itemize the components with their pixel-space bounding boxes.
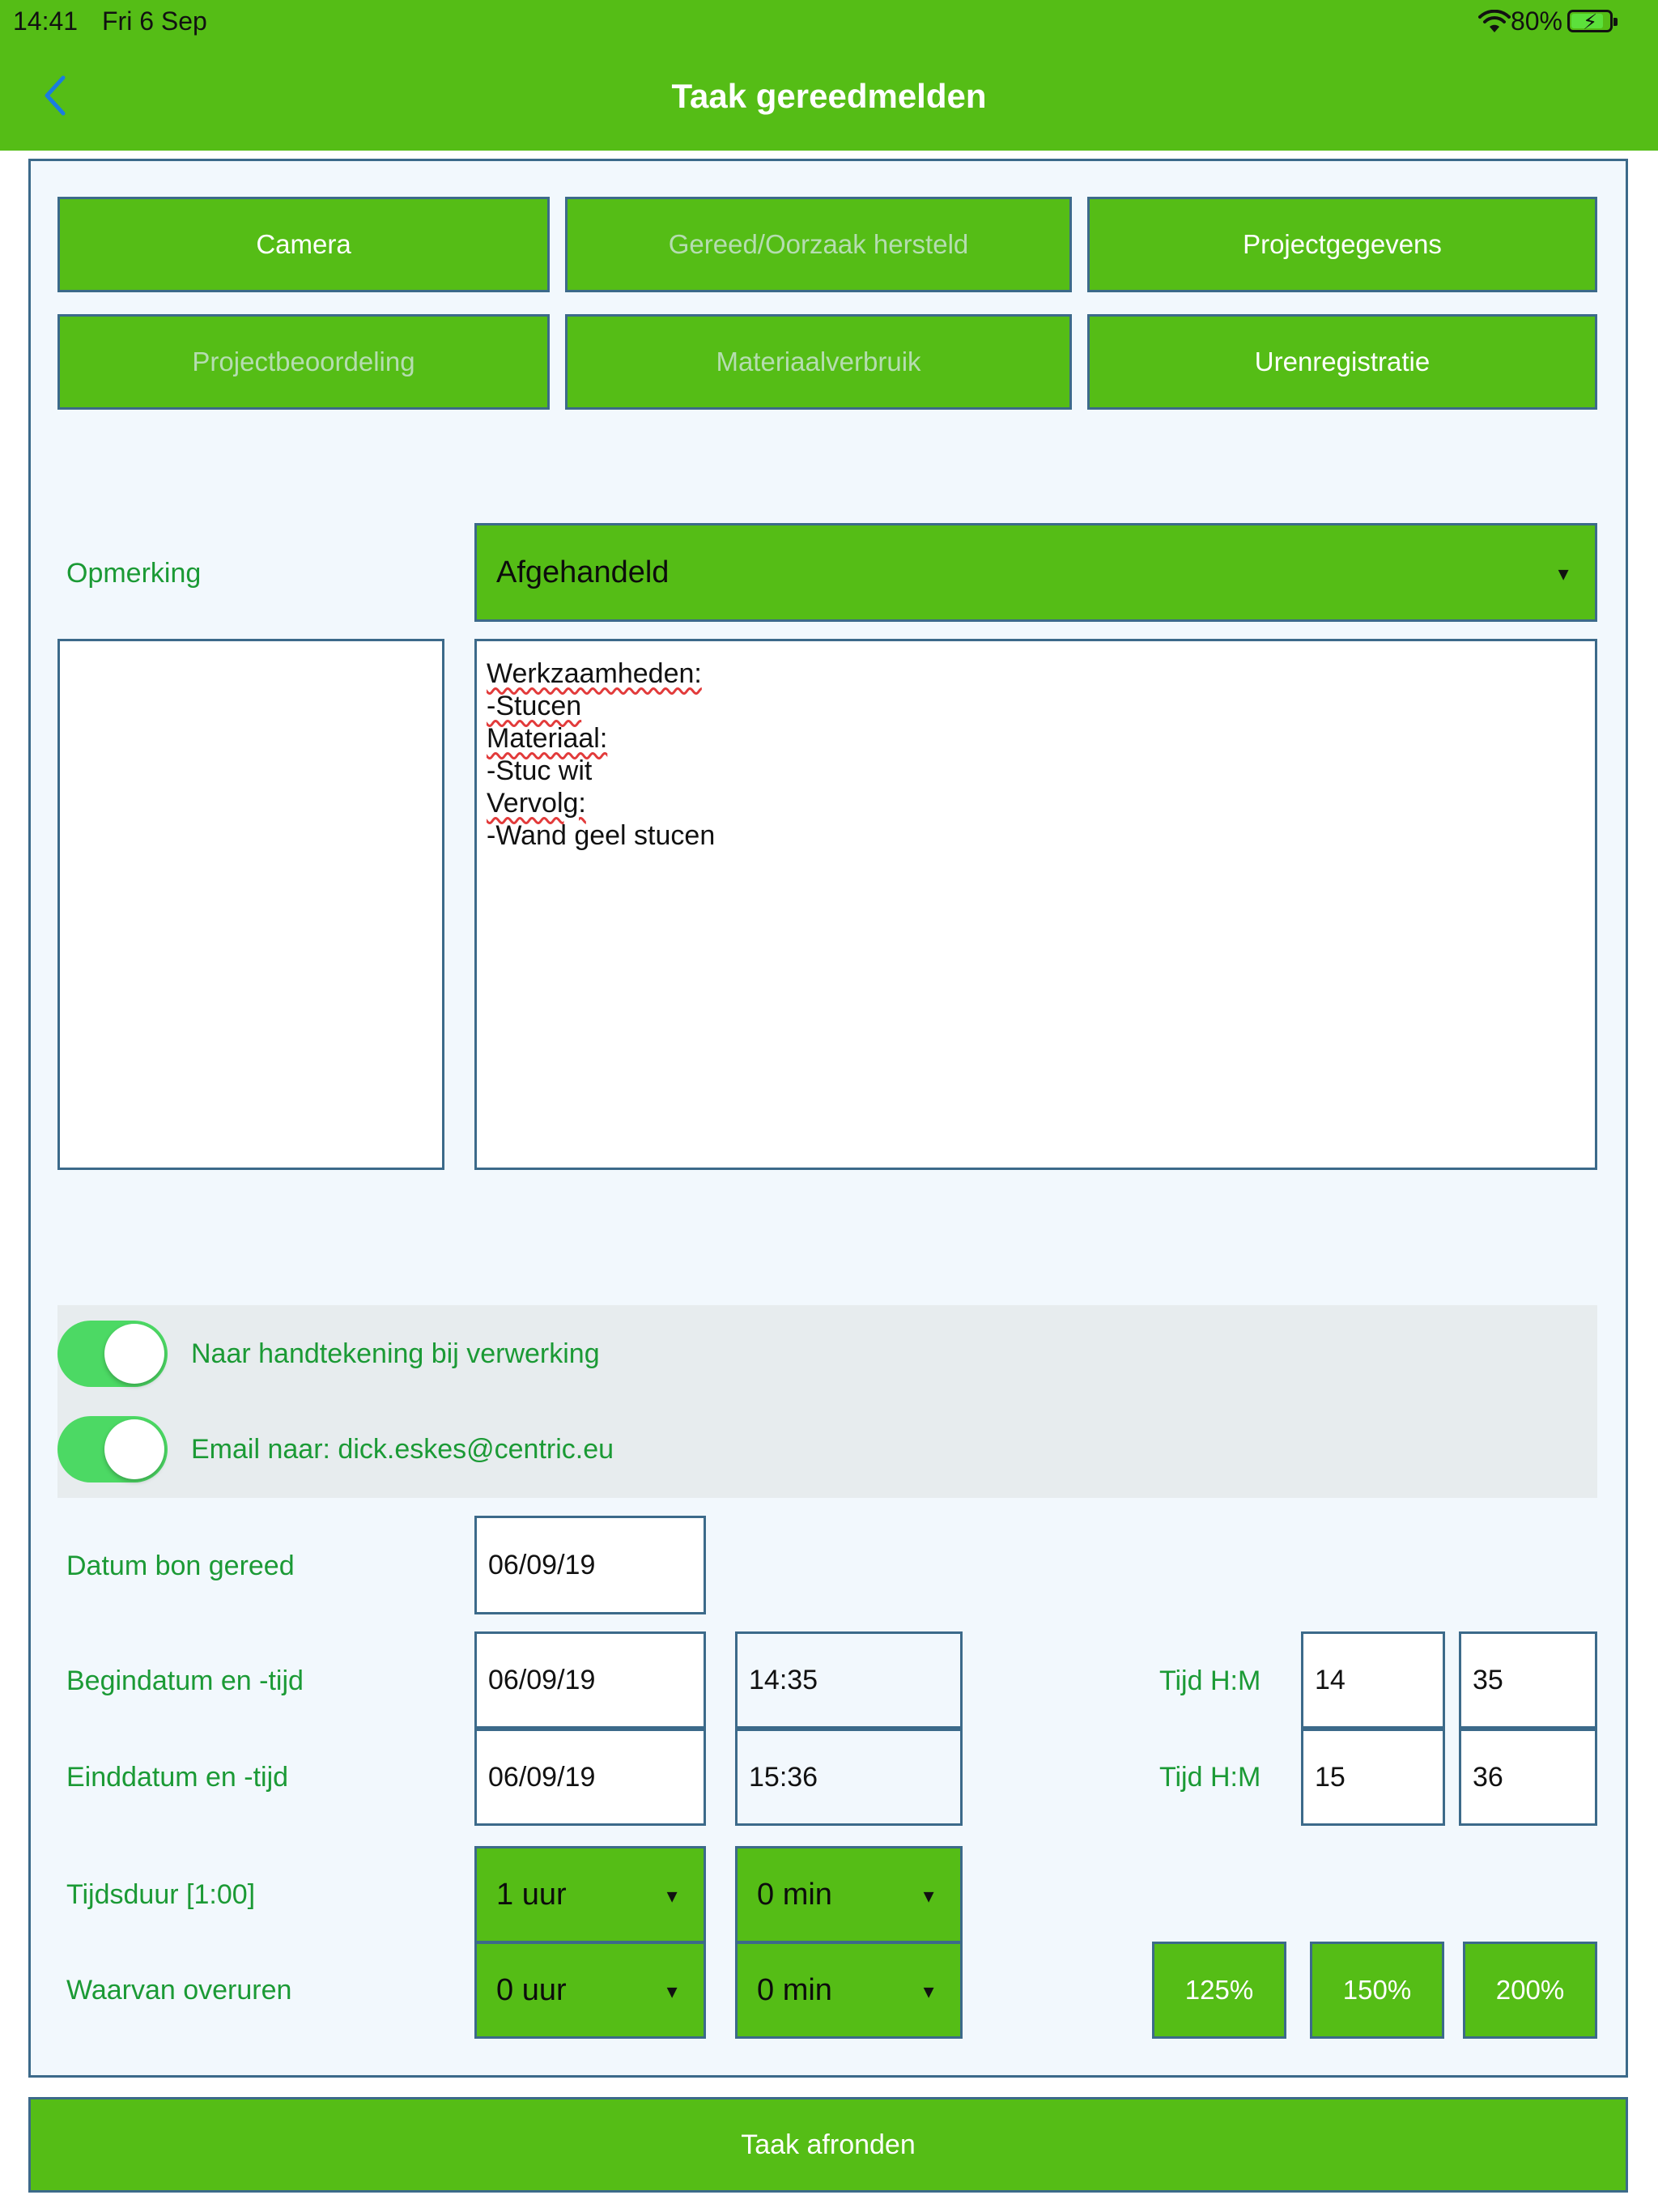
start-datetime-label: Begindatum en -tijd <box>66 1665 304 1696</box>
overtime-hours-value: 0 uur <box>496 1972 567 2007</box>
notes-line: -Stuc wit <box>487 755 593 786</box>
dropdown-arrow-icon: ▼ <box>920 1886 937 1907</box>
battery-percentage: 80% <box>1510 6 1562 36</box>
remark-status-value: Afgehandeld <box>496 555 670 589</box>
signature-toggle-label: Naar handtekening bij verwerking <box>191 1338 600 1369</box>
overtime-125-button[interactable]: 125% <box>1152 1942 1286 2039</box>
status-date: Fri 6 Sep <box>102 6 207 36</box>
remark-label: Opmerking <box>66 558 202 589</box>
wifi-icon <box>1478 10 1511 34</box>
page-title: Taak gereedmelden <box>671 77 987 115</box>
notes-line: -Stucen <box>487 691 582 721</box>
duration-hours-select[interactable] <box>474 1846 706 1943</box>
date-done-input[interactable]: 06/09/19 <box>474 1516 706 1614</box>
overtime-minutes-select[interactable] <box>735 1942 963 2039</box>
start-minute-input[interactable]: 35 <box>1459 1631 1597 1729</box>
date-done-label: Datum bon gereed <box>66 1551 295 1581</box>
end-time-input[interactable]: 15:36 <box>735 1729 963 1826</box>
notes-line: Vervolg: <box>487 788 586 819</box>
tab-urenregistratie[interactable]: Urenregistratie <box>1087 314 1597 410</box>
battery-icon: ⚡ <box>1567 10 1613 32</box>
tab-camera[interactable]: Camera <box>57 197 550 292</box>
duration-minutes-select[interactable] <box>735 1846 963 1943</box>
finish-task-button[interactable]: Taak afronden <box>28 2097 1628 2193</box>
overtime-minutes-value: 0 min <box>757 1972 832 2007</box>
remark-status-select[interactable] <box>474 523 1597 622</box>
duration-minutes-value: 0 min <box>757 1877 832 1912</box>
dropdown-arrow-icon: ▼ <box>663 1981 681 2002</box>
dropdown-arrow-icon: ▼ <box>920 1981 937 2002</box>
duration-hours-value: 1 uur <box>496 1877 567 1912</box>
email-toggle-label: Email naar: dick.eskes@centric.eu <box>191 1434 614 1465</box>
status-time: 14:41 <box>13 6 79 36</box>
overtime-200-button[interactable]: 200% <box>1463 1942 1597 2039</box>
remark-notes-textarea[interactable] <box>474 639 1597 1170</box>
duration-label: Tijdsduur [1:00] <box>66 1879 256 1910</box>
notes-line: Werkzaamheden: <box>487 658 702 689</box>
tab-materiaalverbruik[interactable]: Materiaalverbruik <box>565 314 1072 410</box>
overtime-hours-select[interactable] <box>474 1942 706 2039</box>
email-toggle[interactable] <box>57 1416 168 1482</box>
end-datetime-label: Einddatum en -tijd <box>66 1762 289 1793</box>
signature-toggle[interactable] <box>57 1321 168 1387</box>
dropdown-arrow-icon: ▼ <box>1554 564 1572 585</box>
photo-preview-box[interactable] <box>57 639 444 1170</box>
end-hour-input[interactable]: 15 <box>1301 1729 1445 1826</box>
start-time-input[interactable]: 14:35 <box>735 1631 963 1729</box>
start-date-input[interactable]: 06/09/19 <box>474 1631 706 1729</box>
end-date-input[interactable]: 06/09/19 <box>474 1729 706 1826</box>
toggle-section <box>57 1305 1597 1498</box>
start-hour-input[interactable]: 14 <box>1301 1631 1445 1729</box>
navigation-bar <box>0 0 1658 151</box>
start-hm-label: Tijd H:M <box>1159 1665 1261 1696</box>
tab-gereed-oorzaak-hersteld[interactable]: Gereed/Oorzaak hersteld <box>565 197 1072 292</box>
overtime-label: Waarvan overuren <box>66 1975 292 2006</box>
tab-projectgegevens[interactable]: Projectgegevens <box>1087 197 1597 292</box>
notes-line: -Wand geel stucen <box>487 820 716 851</box>
tab-projectbeoordeling[interactable]: Projectbeoordeling <box>57 314 550 410</box>
end-minute-input[interactable]: 36 <box>1459 1729 1597 1826</box>
overtime-150-button[interactable]: 150% <box>1310 1942 1444 2039</box>
notes-line: Materiaal: <box>487 723 608 754</box>
end-hm-label: Tijd H:M <box>1159 1762 1261 1793</box>
dropdown-arrow-icon: ▼ <box>663 1886 681 1907</box>
